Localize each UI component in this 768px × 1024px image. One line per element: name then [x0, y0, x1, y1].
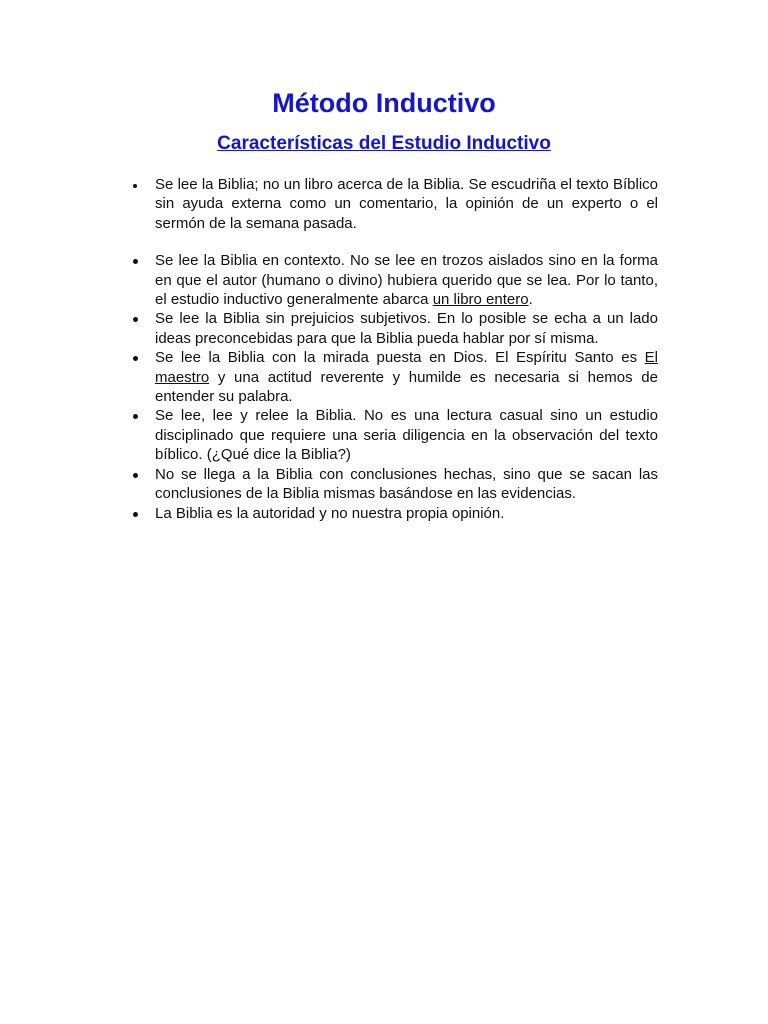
list-item-text: La Biblia es la autoridad y no nuestra propia opinión.	[155, 504, 505, 522]
list-item	[130, 175, 658, 233]
list-item	[130, 309, 658, 348]
list-item-text: Se lee, lee y relee la Biblia. No es una lectura casual sino un estudio disciplinado que requiere una seria diligencia en la observación del texto bíblico. (¿Qué dice la Biblia?)	[155, 407, 658, 464]
list-item	[130, 465, 658, 504]
list-item-text: Se lee la Biblia sin prejuicios subjetivos. En lo posible se echa a un lado ideas preconcebidas para que la Biblia pueda hablar por sí misma.	[155, 310, 658, 347]
list-item-text-end: .	[528, 291, 533, 309]
bullet-icon	[133, 356, 138, 361]
list-item-text: Se lee la Biblia; no un libro acerca de la Biblia. Se escudriña el texto Bíblico sin ayuda externa como un comentario, la opinión de un experto o el sermón de la semana pasada.	[155, 176, 658, 232]
list-item-text: Se lee la Biblia en contexto. No se lee en trozos aislados sino en la forma en que el autor (humano o divino) hubiera querido que se lea. Por lo tanto, el estudio inductivo generalmente abarca	[155, 252, 658, 309]
bullet-icon	[133, 512, 138, 517]
list-item	[130, 504, 658, 523]
list-item-text: No se llega a la Biblia con conclusiones hechas, sino que se sacan las conclusiones de la Biblia mismas basándose en las evidencias.	[155, 465, 658, 503]
list-item-text-end: y una actitud reverente y humilde es necesaria si hemos de entender su palabra.	[155, 368, 658, 406]
page-subtitle	[0, 131, 768, 157]
underlined-phrase: El maestro	[155, 349, 658, 386]
bullet-icon	[133, 184, 137, 188]
subtitle-text: Características del Estudio Inductivo	[217, 133, 551, 154]
list-item	[130, 406, 658, 464]
bullet-icon	[133, 317, 138, 322]
list-item-text: Se lee la Biblia con la mirada puesta en Dios. El Espíritu Santo es	[155, 349, 645, 367]
underlined-phrase: un libro entero	[432, 291, 529, 309]
bullet-icon	[133, 473, 138, 478]
characteristics-list	[130, 175, 658, 523]
page-title: Método Inductivo	[272, 88, 496, 118]
list-item	[130, 251, 658, 309]
list-item	[130, 348, 658, 406]
bullet-icon	[133, 259, 138, 264]
bullet-icon	[133, 414, 138, 419]
